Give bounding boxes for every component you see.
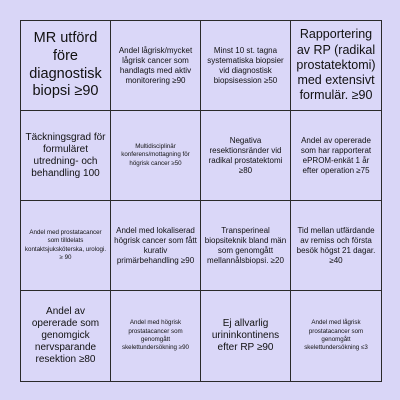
bingo-cell[interactable]: [21, 201, 111, 291]
bingo-board: [20, 20, 382, 382]
cell-text: Andel lågrisk/mycket lågrisk cancer som handlagts med aktiv monitorering ≥90: [118, 45, 193, 85]
cell-text: Transperineal biopsiteknik bland män som genomgått mellannålsbiopsi. ≥20: [204, 225, 287, 265]
cell-text: Andel med lågrisk prostatacancer som genomgått skelettundersökning ≤3: [304, 319, 368, 352]
bingo-cell[interactable]: [111, 111, 201, 201]
cell-text: Ej allvarlig urininkontinens efter RP ≥90: [211, 318, 280, 353]
bingo-cell[interactable]: [21, 21, 111, 111]
cell-text: Andel av opererade som genomgick nervsparande resektion ≥80: [31, 306, 100, 365]
bingo-cell[interactable]: [201, 291, 291, 381]
cell-text: MR utförd före diagnostisk biopsi ≥90: [29, 30, 102, 100]
cell-text: Negativa resektionsränder vid radikal prostatektomi ≥80: [208, 135, 283, 175]
cell-text: Andel med högrisk prostatacancer som genomgått skelettundersökning ≥90: [121, 319, 190, 352]
bingo-cell[interactable]: [201, 21, 291, 111]
cell-text: Minst 10 st. tagna systematiska biopsier vid diagnostisk biopsisession ≥50: [207, 45, 284, 85]
bingo-cell[interactable]: [111, 201, 201, 291]
cell-text: Tid mellan utfärdande av remiss och första besök högst 21 dagar. ≥40: [296, 225, 376, 265]
bingo-cell[interactable]: [21, 291, 111, 381]
cell-text: Andel av opererade som har rapporterat ePROM-enkät 1 år efter operation ≥75: [300, 135, 372, 175]
bingo-cell[interactable]: [291, 201, 381, 291]
bingo-cell[interactable]: [291, 21, 381, 111]
bingo-cell[interactable]: [201, 201, 291, 291]
bingo-cell[interactable]: [291, 111, 381, 201]
cell-text: Täckningsgrad för formuläret utredning- och behandling 100: [25, 131, 106, 179]
bingo-cell[interactable]: [201, 111, 291, 201]
cell-text: Rapportering av RP (radikal prostatektomi) med extensivt formulär. ≥90: [296, 27, 376, 103]
cell-text: Andel med prostatacancer som tilldelats kontaktsjuksköterska, urologi. ≥ 90: [24, 228, 107, 261]
bingo-cell[interactable]: [21, 111, 111, 201]
cell-text: Multidisciplinär konferens/mottagning för högrisk cancer ≥50: [121, 142, 190, 167]
bingo-cell[interactable]: [291, 291, 381, 381]
cell-text: Andel med lokaliserad högrisk cancer som fått kurativ primärbehandling ≥90: [114, 225, 197, 265]
bingo-cell[interactable]: [111, 21, 201, 111]
bingo-cell[interactable]: [111, 291, 201, 381]
